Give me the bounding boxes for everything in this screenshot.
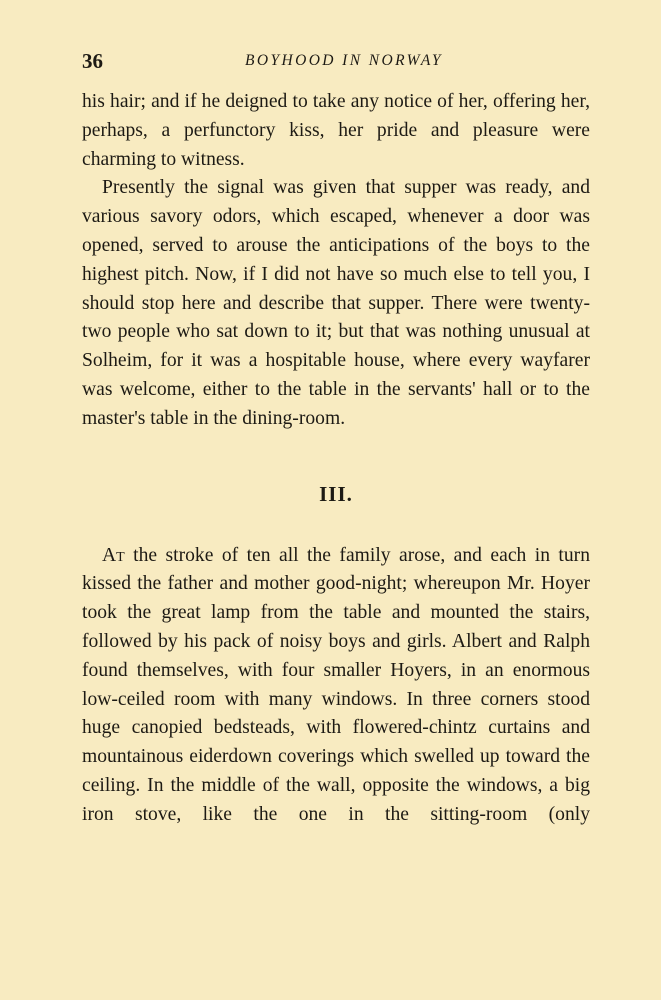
paragraph-2: Presently the signal was given that supper was ready, and various savory odors, which escaped, whenever a door was opened, served to arouse the anticipations of the boys to the highest pitch. Now, if I did not have so much else to tell you, I should stop here and describe that supper. There were twenty-two people who sat down to it; but that was nothing unusual at Solheim, for it was a hospitable house, where every wayfarer was welcome, either to the table in the servants' hall or to the master's table in the dining-room. — [82, 177, 590, 429]
page-header — [82, 48, 590, 74]
book-page — [82, 48, 590, 830]
paragraph-3 — [82, 542, 590, 830]
paragraph-3-body: the stroke of ten all the family arose, and each in turn kissed the father and mother good-night; whereupon Mr. Hoyer took the great lamp from the table and mounted the stairs, followed by his pack of noisy boys and girls. Albert and Ralph found themselves, with four smaller Hoyers, in an enormous low-ceiled room with many windows. In three corners stood huge canopied bedsteads, with flowered-chintz curtains and mountainous eiderdown coverings which swelled up toward the ceiling. In the middle of the wall, opposite the windows, a big iron stove, like the one in the sitting-room (only — [82, 544, 590, 825]
page-number: 36 — [82, 49, 103, 73]
paragraph-1: his hair; and if he deigned to take any notice of her, offering her, perhaps, a perfunctory kiss, her pride and pleasure were charming to witness. — [82, 91, 590, 170]
section-lead-word: At — [102, 544, 125, 566]
section-heading: III. — [319, 481, 353, 506]
running-head: BOYHOOD IN NORWAY — [245, 52, 443, 69]
